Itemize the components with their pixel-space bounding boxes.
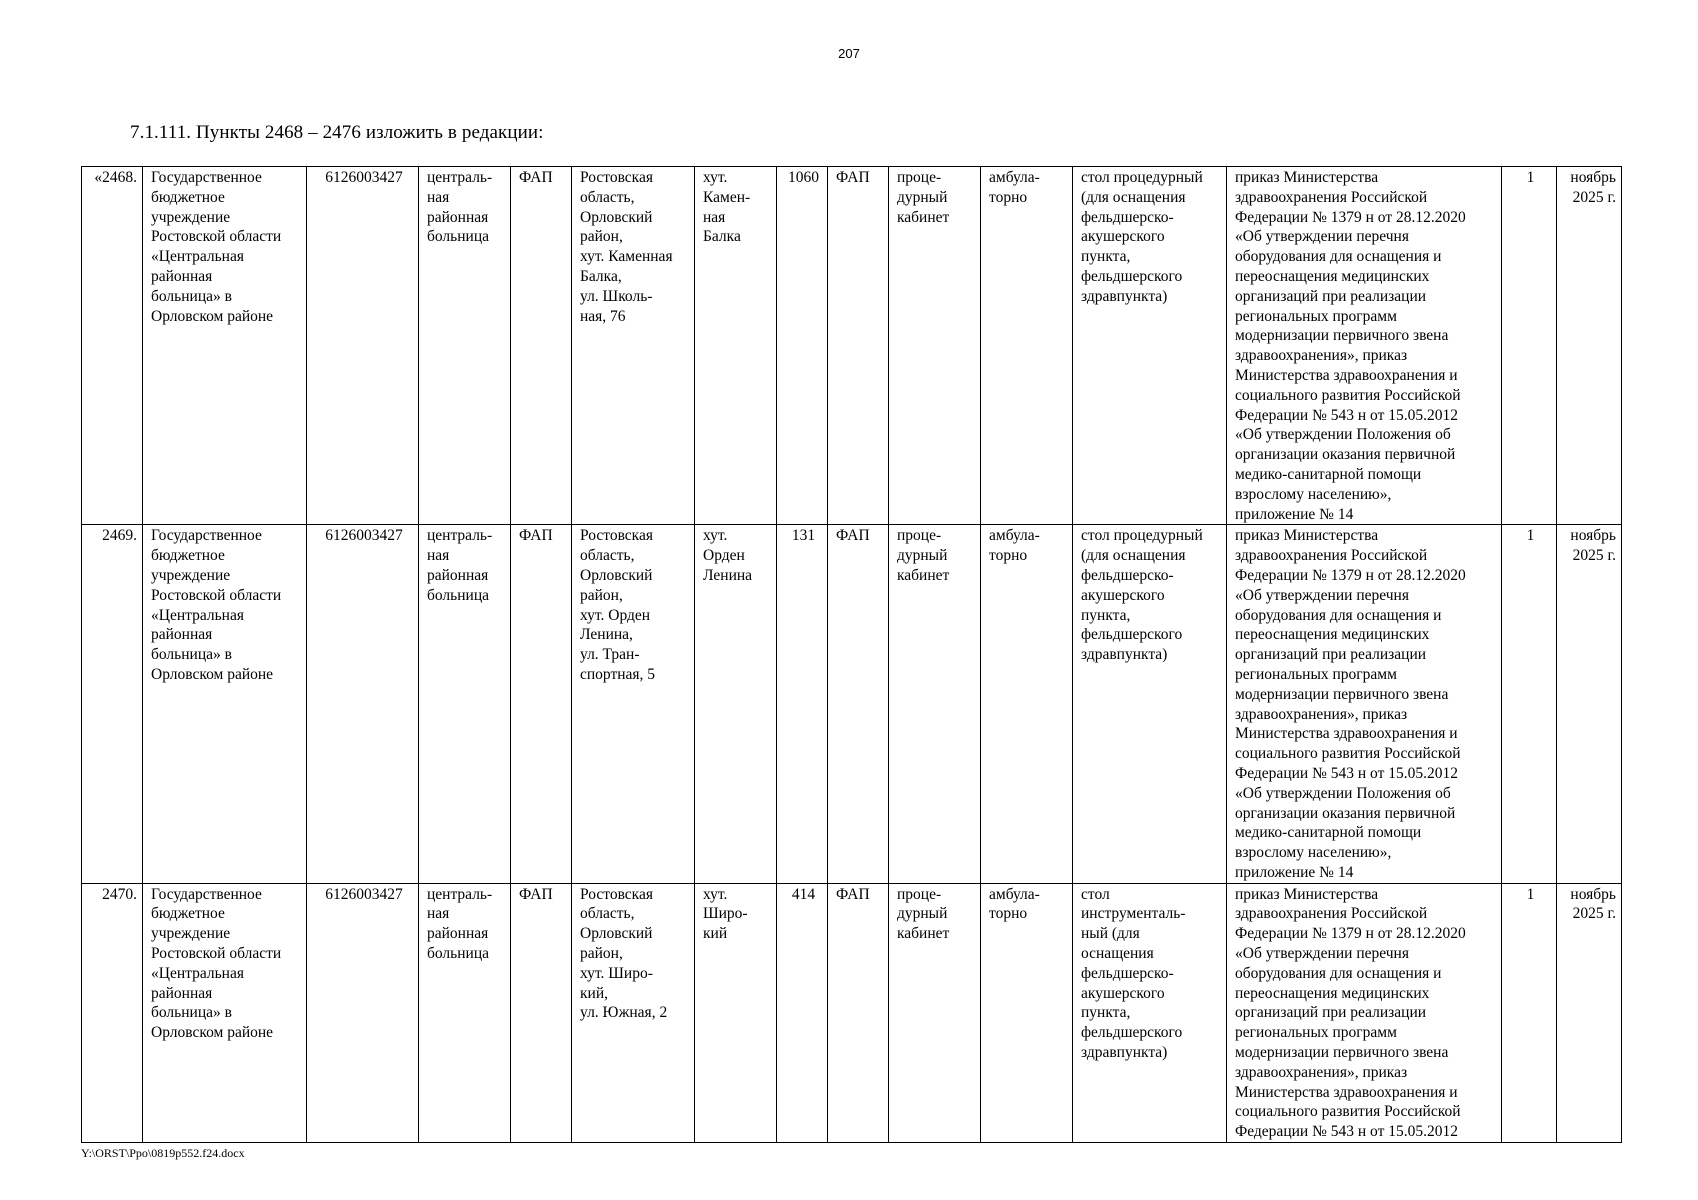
table-row [82, 883, 1622, 1142]
facility-cell: ФАП [828, 883, 889, 1142]
text-line: ная [427, 188, 450, 206]
text-line: «Об утверждении Положения об [1235, 784, 1451, 802]
inn-cell: 6126003427 [307, 167, 419, 525]
inn-cell: 6126003427 [307, 525, 419, 883]
text-line: Государственное [151, 169, 262, 186]
room-cell [889, 525, 981, 883]
text-line: фельдшерско- [1081, 566, 1174, 584]
row-number: 2469. [82, 525, 143, 883]
text-line: хут. Широ- [580, 964, 653, 982]
text-line: Федерации № 1379 н от 28.12.2020 [1235, 566, 1466, 584]
text-line: «Центральная [151, 964, 244, 982]
text-line: оборудования для оснащения и [1235, 248, 1442, 266]
text-line: район, [580, 586, 623, 604]
text-line: районная [151, 984, 213, 1002]
text-line: районная [427, 208, 489, 226]
equipment-cell [1073, 525, 1227, 883]
text-line: фельдшерского [1081, 267, 1183, 285]
text-line: Широ- [703, 905, 748, 923]
date-cell [1557, 525, 1622, 883]
text-line: здравоохранения», приказ [1235, 705, 1408, 723]
text-line: модернизации первичного звена [1235, 685, 1449, 703]
text-line: социального развития Российской [1235, 745, 1461, 763]
text-line: Орловский [580, 925, 653, 943]
text-line: ноябрь [1570, 169, 1616, 186]
care-cell [981, 525, 1073, 883]
text-line: проце- [897, 527, 942, 545]
room-cell [889, 883, 981, 1142]
care-cell [981, 167, 1073, 525]
text-line: Балка, [580, 267, 622, 285]
care-cell [981, 883, 1073, 1142]
room-cell [889, 167, 981, 525]
text-line: бюджетное [151, 188, 225, 206]
text-line: (для оснащения [1081, 547, 1186, 565]
text-line: районная [151, 626, 213, 644]
page-number: 207 [838, 46, 860, 61]
locality-cell [695, 525, 777, 883]
text-line: фельдшерского [1081, 626, 1183, 644]
basis-cell [1227, 167, 1502, 525]
text-line: «Центральная [151, 248, 244, 266]
text-line: дурный [897, 905, 948, 923]
text-line: «Центральная [151, 606, 244, 624]
text-line: Ленина [703, 566, 753, 584]
text-line: Ростовской области [151, 945, 282, 963]
text-line: оборудования для оснащения и [1235, 606, 1442, 624]
quantity-cell: 1 [1502, 525, 1557, 883]
text-line: хут. [703, 169, 728, 186]
text-line: хут. [703, 527, 728, 545]
text-line: здравоохранения», приказ [1235, 1063, 1408, 1081]
text-line: Балка [703, 228, 741, 246]
org-type-cell [419, 525, 511, 883]
text-line: здравпункта) [1081, 646, 1168, 664]
text-line: Государственное [151, 527, 262, 545]
text-line: Орловский [580, 208, 653, 226]
table-row [82, 167, 1622, 525]
text-line: фельдшерского [1081, 1024, 1183, 1042]
text-line: Министерства здравоохранения и [1235, 1083, 1458, 1101]
text-line: здравпункта) [1081, 1044, 1168, 1062]
text-line: район, [580, 945, 623, 963]
text-line: фельдшерско- [1081, 964, 1174, 982]
text-line: акушерского [1081, 228, 1165, 246]
organization-cell [143, 167, 307, 525]
text-line: здравоохранения», приказ [1235, 347, 1408, 365]
basis-cell [1227, 525, 1502, 883]
text-line: больница [427, 945, 489, 963]
text-line: бюджетное [151, 547, 225, 565]
text-line: хут. [703, 885, 728, 903]
text-line: организации оказания первичной [1235, 804, 1456, 822]
unit-cell: ФАП [511, 167, 572, 525]
quantity-cell: 1 [1502, 883, 1557, 1142]
text-line: больница» в [151, 646, 232, 664]
text-line: организаций при реализации [1235, 287, 1427, 305]
text-line: торно [989, 547, 1028, 565]
text-line: 2025 г. [1572, 188, 1616, 206]
text-line: оснащения [1081, 945, 1154, 963]
text-line: 2025 г. [1572, 905, 1616, 923]
address-cell [572, 883, 695, 1142]
text-line: Орловский [580, 566, 653, 584]
text-line: стол [1081, 885, 1110, 903]
locality-cell [695, 167, 777, 525]
text-line: пункта, [1081, 248, 1131, 266]
text-line: пункта, [1081, 1004, 1131, 1022]
text-line: спортная, 5 [580, 665, 656, 683]
text-line: районная [427, 566, 489, 584]
text-line: Федерации № 543 н от 15.05.2012 [1235, 764, 1458, 782]
text-line: ная [427, 547, 450, 565]
organization-cell [143, 525, 307, 883]
text-line: взрослому населению», [1235, 485, 1392, 503]
org-type-cell [419, 167, 511, 525]
text-line: область, [580, 188, 635, 206]
text-line: взрослому населению», [1235, 844, 1392, 862]
text-line: «Об утверждении Положения об [1235, 426, 1451, 444]
inn-cell: 6126003427 [307, 883, 419, 1142]
text-line: учреждение [151, 208, 231, 226]
text-line: районная [151, 267, 213, 285]
text-line: акушерского [1081, 984, 1165, 1002]
text-line: приказ Министерства [1235, 169, 1379, 186]
organization-cell [143, 883, 307, 1142]
address-cell [572, 167, 695, 525]
text-line: оборудования для оснащения и [1235, 964, 1442, 982]
text-line: здравпункта) [1081, 287, 1168, 305]
text-line: Орловском районе [151, 665, 274, 683]
text-line: переоснащения медицинских [1235, 267, 1430, 285]
text-line: Министерства здравоохранения и [1235, 366, 1458, 384]
text-line: учреждение [151, 566, 231, 584]
population-cell: 414 [777, 883, 828, 1142]
text-line: Камен- [703, 188, 751, 206]
text-line: организаций при реализации [1235, 1004, 1427, 1022]
equipment-cell [1073, 883, 1227, 1142]
text-line: район, [580, 228, 623, 246]
text-line: стол процедурный [1081, 527, 1203, 545]
text-line: кий [703, 925, 728, 943]
population-cell: 131 [777, 525, 828, 883]
equipment-table [81, 166, 1622, 1143]
text-line: организаций при реализации [1235, 646, 1427, 664]
text-line: пункта, [1081, 606, 1131, 624]
text-line: централь- [427, 169, 493, 186]
text-line: «Об утверждении перечня [1235, 586, 1409, 604]
text-line: фельдшерско- [1081, 208, 1174, 226]
text-line: ул. Школь- [580, 287, 653, 305]
text-line: переоснащения медицинских [1235, 984, 1430, 1002]
text-line: региональных программ [1235, 1024, 1397, 1042]
text-line: здравоохранения Российской [1235, 905, 1428, 923]
text-line: Орловском районе [151, 1024, 274, 1042]
text-line: Ростовской области [151, 586, 282, 604]
facility-cell: ФАП [828, 525, 889, 883]
text-line: область, [580, 905, 635, 923]
text-line: акушерского [1081, 586, 1165, 604]
text-line: модернизации первичного звена [1235, 1044, 1449, 1062]
text-line: приложение № 14 [1235, 863, 1354, 881]
org-type-cell [419, 883, 511, 1142]
text-line: кабинет [897, 208, 950, 226]
text-line: больница [427, 586, 489, 604]
text-line: кабинет [897, 566, 950, 584]
text-line: централь- [427, 885, 493, 903]
text-line: здравоохранения Российской [1235, 547, 1428, 565]
text-line: ноябрь [1570, 885, 1616, 903]
unit-cell: ФАП [511, 525, 572, 883]
facility-cell: ФАП [828, 167, 889, 525]
text-line: ная [703, 208, 726, 226]
text-line: региональных программ [1235, 665, 1397, 683]
text-line: амбула- [989, 885, 1040, 903]
text-line: Министерства здравоохранения и [1235, 725, 1458, 743]
text-line: региональных программ [1235, 307, 1397, 325]
text-line: медико-санитарной помощи [1235, 465, 1422, 483]
text-line: кий, [580, 984, 608, 1002]
text-line: приказ Министерства [1235, 885, 1379, 903]
locality-cell [695, 883, 777, 1142]
text-line: Государственное [151, 885, 262, 903]
row-number: 2470. [82, 883, 143, 1142]
address-cell [572, 525, 695, 883]
text-line: централь- [427, 527, 493, 545]
quantity-cell: 1 [1502, 167, 1557, 525]
text-line: (для оснащения [1081, 188, 1186, 206]
text-line: социального развития Российской [1235, 1103, 1461, 1121]
text-line: проце- [897, 885, 942, 903]
text-line: ная [427, 905, 450, 923]
equipment-cell [1073, 167, 1227, 525]
text-line: больница» в [151, 1004, 232, 1022]
text-line: ул. Южная, 2 [580, 1004, 668, 1022]
text-line: переоснащения медицинских [1235, 626, 1430, 644]
text-line: Федерации № 1379 н от 28.12.2020 [1235, 925, 1466, 943]
date-cell [1557, 883, 1622, 1142]
row-number: «2468. [82, 167, 143, 525]
text-line: хут. Каменная [580, 248, 673, 266]
text-line: «Об утверждении перечня [1235, 228, 1409, 246]
text-line: социального развития Российской [1235, 386, 1461, 404]
text-line: приложение № 14 [1235, 505, 1354, 523]
text-line: ноябрь [1570, 527, 1616, 545]
text-line: Ленина, [580, 626, 633, 644]
file-path-footer: Y:\ORST\Ppo\0819p552.f24.docx [81, 1146, 245, 1160]
text-line: ная, 76 [580, 307, 626, 325]
text-line: Ростовская [580, 169, 653, 186]
text-line: Федерации № 543 н от 15.05.2012 [1235, 406, 1458, 424]
text-line: учреждение [151, 925, 231, 943]
text-line: Федерации № 1379 н от 28.12.2020 [1235, 208, 1466, 226]
text-line: область, [580, 547, 635, 565]
text-line: организации оказания первичной [1235, 446, 1456, 464]
text-line: кабинет [897, 925, 950, 943]
text-line: медико-санитарной помощи [1235, 824, 1422, 842]
text-line: инструменталь- [1081, 905, 1186, 923]
text-line: торно [989, 905, 1028, 923]
unit-cell: ФАП [511, 883, 572, 1142]
text-line: Орловском районе [151, 307, 274, 325]
text-line: амбула- [989, 169, 1040, 186]
text-line: Ростовская [580, 885, 653, 903]
text-line: хут. Орден [580, 606, 651, 624]
text-line: стол процедурный [1081, 169, 1203, 186]
text-line: здравоохранения Российской [1235, 188, 1428, 206]
text-line: 2025 г. [1572, 547, 1616, 565]
text-line: амбула- [989, 527, 1040, 545]
text-line: торно [989, 188, 1028, 206]
text-line: «Об утверждении перечня [1235, 945, 1409, 963]
text-line: дурный [897, 547, 948, 565]
basis-cell [1227, 883, 1502, 1142]
text-line: Федерации № 543 н от 15.05.2012 [1235, 1123, 1458, 1141]
text-line: районная [427, 925, 489, 943]
text-line: Ростовская [580, 527, 653, 545]
table-row [82, 525, 1622, 883]
population-cell: 1060 [777, 167, 828, 525]
text-line: больница» в [151, 287, 232, 305]
date-cell [1557, 167, 1622, 525]
text-line: ный (для [1081, 925, 1140, 943]
text-line: бюджетное [151, 905, 225, 923]
text-line: проце- [897, 169, 942, 186]
text-line: дурный [897, 188, 948, 206]
text-line: Ростовской области [151, 228, 282, 246]
text-line: Орден [703, 547, 745, 565]
text-line: больница [427, 228, 489, 246]
text-line: приказ Министерства [1235, 527, 1379, 545]
section-heading: 7.1.111. Пункты 2468 – 2476 изложить в редакции: [130, 122, 544, 143]
text-line: модернизации первичного звена [1235, 327, 1449, 345]
text-line: ул. Тран- [580, 646, 640, 664]
